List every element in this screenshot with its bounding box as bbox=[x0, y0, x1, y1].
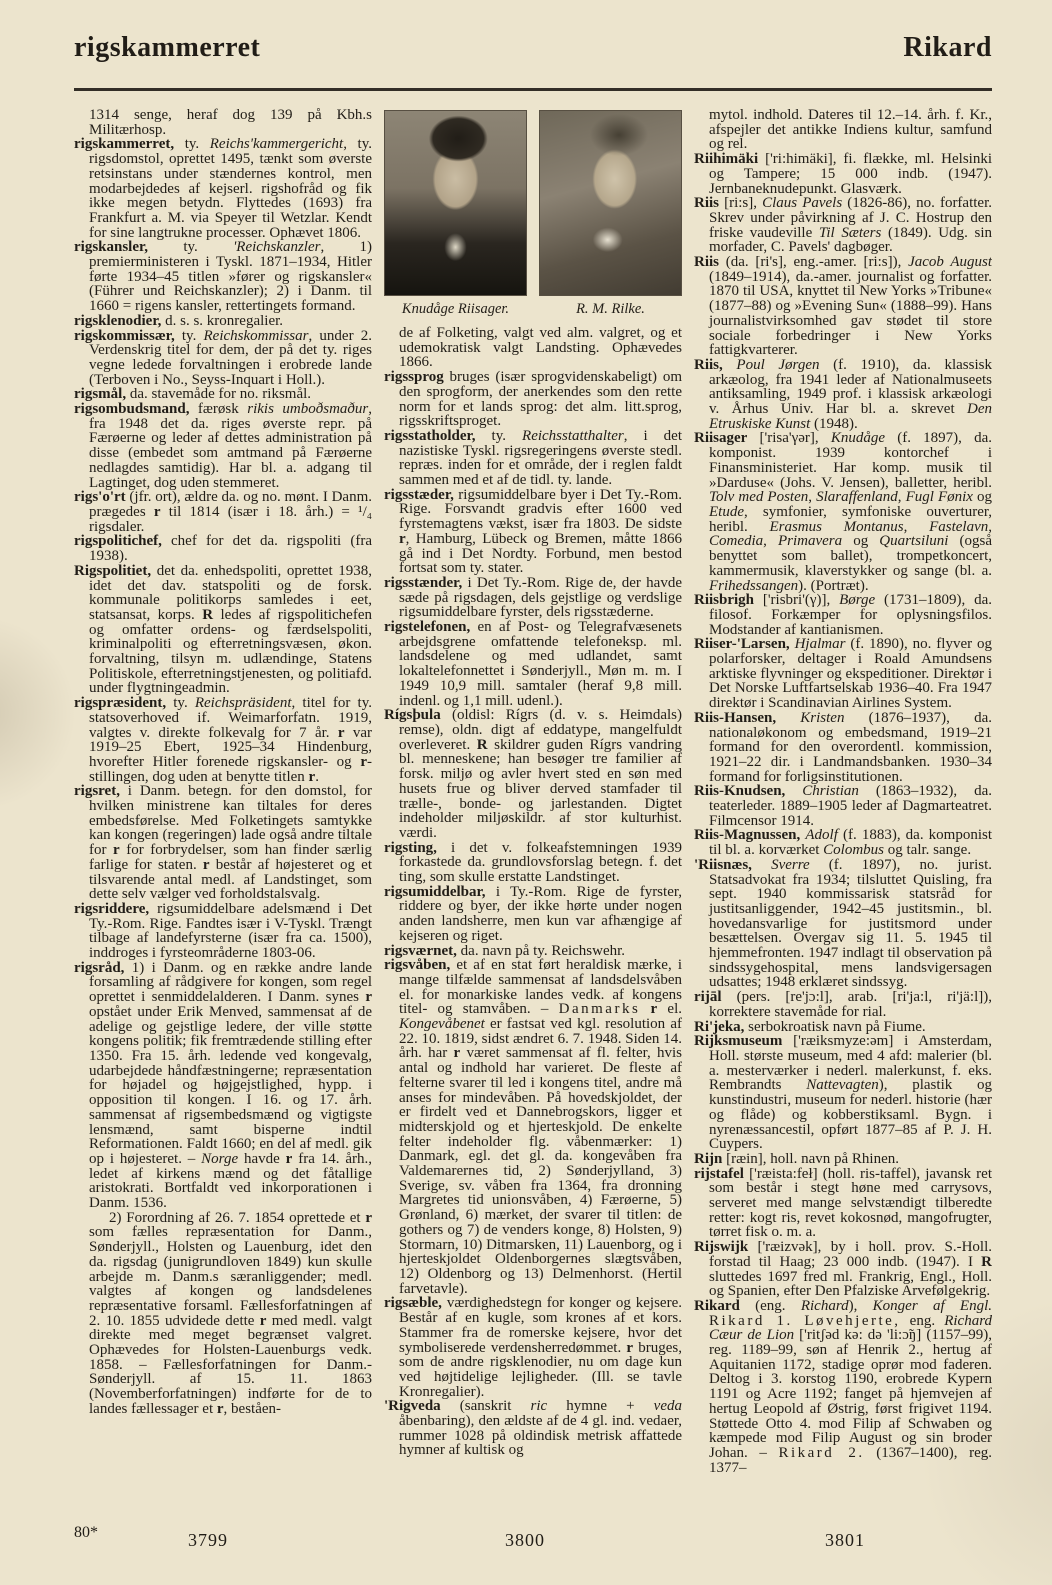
entry-text: for forbrydelser, som han finder særlig farlige for staten. bbox=[89, 842, 372, 873]
entry-text: Fastelavn bbox=[929, 518, 989, 535]
entry-headword: Rijksmuseum bbox=[694, 1033, 783, 1050]
dictionary-entry bbox=[694, 711, 992, 785]
entry-text: bruges (især sprogvidenskabeligt) om den sprogform, der anerkendes som den rette norm for et lands sprog: det alm. litt.sprog, rigsskriftsproget. bbox=[399, 369, 682, 430]
entry-text: færøsk bbox=[189, 401, 248, 418]
entry-headword: Riiser-'Larsen, bbox=[694, 636, 790, 653]
entry-text: , bbox=[897, 489, 906, 506]
dictionary-entry bbox=[384, 708, 682, 840]
entry-text: r bbox=[113, 842, 120, 859]
entry-text: det da. enhedspoliti, oprettet 1938, idet det dav. statspoliti og de forsk. kommunale politikorps samledes i eet, statsansat, korps. bbox=[89, 562, 372, 623]
entry-text bbox=[776, 710, 800, 726]
caption-rilke: R. M. Rilke. bbox=[576, 301, 645, 317]
dictionary-entry bbox=[74, 784, 372, 902]
entry-headword: Rigspolitiet, bbox=[74, 562, 152, 579]
entry-headword: rigsværnet, bbox=[384, 942, 457, 959]
entry-headword: Riis, bbox=[694, 356, 723, 373]
entry-text: (også benyttet som ballet), trompetkoncert, kammermusik, klaverstykker og sange (bl. a. bbox=[709, 533, 992, 579]
entry-text: var 1919–25 Ebert, 1925–34 Hindenburg, hvorefter Hitler forenede rigskansler- og bbox=[89, 724, 373, 770]
entry-text: 1) i Danm. og en række andre lande forsamling af rådgivere for kongen, som regel oprettet i senmiddelalderen. I Danm. synes bbox=[89, 959, 372, 1006]
page-number-3801: 3801 bbox=[825, 1530, 865, 1550]
photo-rm-rilke bbox=[539, 110, 682, 296]
dictionary-entry bbox=[694, 990, 992, 1019]
entry-text: i Det Ty.-Rom. Rige de, der havde sæde på rigsdagen, dels gejstlige og verdslige rigsumiddelbare fyrster, dels rigsstæderne. bbox=[399, 574, 682, 621]
entry-text: , ty. rigsdomstol, oprettet 1495, tænkt som øverste retsinstans under stændernes kontrol, men modarbejdedes af kejserl. rigshofråd og fik ikke megen betydn. Flyttedes (1693) fra Frankfurt a. M. via Speyer til Wetzlar. Kendt for sine langtrukne processer. Ophævet 1806. bbox=[89, 136, 372, 241]
dictionary-entry bbox=[74, 490, 372, 534]
entry-text: ty. bbox=[166, 695, 195, 712]
entry-text: [ræin], holl. navn på Rhinen. bbox=[722, 1150, 899, 1167]
dictionary-entry bbox=[384, 1296, 682, 1399]
entry-text: 2) Forordning af 26. 7. 1854 oprettede et bbox=[109, 1209, 366, 1226]
entry-text: , bbox=[988, 518, 992, 535]
entry-text: (sanskrit bbox=[440, 1398, 531, 1415]
entry-text: r bbox=[365, 989, 372, 1006]
entry-headword: rigsumiddelbar, bbox=[384, 883, 486, 900]
entry-text: sluttedes 1697 fred ml. Frankrig, Engl., Holl. og Spanien, efter Den Pfalziske Arvefølgekrig. bbox=[709, 1268, 992, 1300]
dictionary-entry bbox=[74, 961, 372, 1211]
entry-text: (oldisl: Rígrs (d. v. s. Heimdals) remse), oldn. digt af eddatype, mangelfuldt overleveret. bbox=[399, 707, 682, 753]
dictionary-entry bbox=[384, 488, 682, 576]
entry-text: el. bbox=[657, 1001, 683, 1018]
entry-text: ty. bbox=[475, 427, 523, 444]
entry-text: r bbox=[365, 1209, 372, 1226]
entry-headword: rigs'o'rt bbox=[74, 489, 126, 506]
dictionary-entry bbox=[694, 637, 992, 711]
entry-text: Primavera bbox=[777, 533, 843, 550]
entry-headword: rigskammerret, bbox=[74, 136, 175, 153]
entry-text: r bbox=[308, 768, 316, 785]
entry-headword: 'Riisnæs, bbox=[694, 856, 752, 873]
entry-text: et af en stat ført heraldisk mærke, i mange tilfælde sammensat af landsdelsvåben el. for monarkiske landes vedk. af kongens titel- og stamvåben. – bbox=[399, 957, 682, 1018]
entry-headword: Riis-Knudsen, bbox=[694, 783, 786, 800]
entry-text: (f. 1883), da. komponist til bl. a. korværket bbox=[709, 827, 992, 859]
dictionary-entry bbox=[74, 329, 372, 388]
entry-text: Nattevagten bbox=[806, 1077, 879, 1094]
dictionary-entry bbox=[74, 240, 372, 314]
entry-headword: Riis bbox=[694, 195, 720, 212]
entry-text: 'Reichskanzler bbox=[233, 239, 321, 256]
entry-headword: rigspolitichef, bbox=[74, 533, 162, 550]
dictionary-entry bbox=[384, 958, 682, 1296]
entry-text: bruges, som de andre rigsklenodier, nu om dage kun ved højtidelige lejligheder. (Ill. se tavle Kronregalier). bbox=[399, 1339, 682, 1400]
dictionary-entry bbox=[694, 828, 992, 857]
column-3 bbox=[694, 108, 992, 1520]
running-head bbox=[74, 32, 992, 64]
dictionary-entry bbox=[74, 387, 372, 402]
entry-text: r bbox=[202, 856, 210, 873]
entry-text: Reichspräsident bbox=[194, 695, 292, 712]
entry-text: og bbox=[842, 533, 880, 550]
photo-captions bbox=[384, 301, 682, 317]
dictionary-entry-continuation bbox=[74, 1211, 372, 1417]
entry-headword: Riis-Hansen, bbox=[694, 709, 777, 726]
entry-text: , bbox=[903, 518, 930, 535]
entry-text: ty. bbox=[148, 239, 234, 256]
page-number-3800: 3800 bbox=[505, 1530, 545, 1550]
dictionary-entry bbox=[694, 1034, 992, 1152]
entry-text: Adolf bbox=[805, 827, 838, 844]
entry-text: Christian bbox=[802, 783, 859, 800]
entry-text bbox=[752, 857, 771, 873]
entry-headword: rigsret, bbox=[74, 783, 120, 800]
entry-text: Colombus bbox=[823, 842, 884, 859]
entry-text: r bbox=[259, 1312, 267, 1329]
entry-text: (1876–1937), da. nationaløkonom og embedsmand, 1919–21 formand for den overordentl. kommission, 1921–22 dir. i Landmandsbanken. 1930–34 formand for forligsinstitutionen. bbox=[709, 709, 992, 785]
column-2 bbox=[384, 108, 682, 1520]
entry-text: , symfonier, symfoniske ouverturer, heribl. bbox=[709, 503, 992, 535]
entry-headword: Rikard bbox=[694, 1297, 740, 1314]
dictionary-entry bbox=[384, 1399, 682, 1458]
entry-headword: Riis bbox=[694, 254, 720, 271]
entry-text: Rikard 2. bbox=[778, 1444, 865, 1461]
entry-text: en af Post- og Telegrafvæsenets arbejdsgrene omfattende telefoneksp. ml. landsdelene og med udlandet, samt lokaltelefonnettet i Sønderjyll., Møn m. m. I 1949 10,9 mill. samtaler (heraf 9,8 mill. indenl. og 1,1 mill. udenl.). bbox=[399, 619, 682, 709]
dictionary-entry bbox=[74, 902, 372, 961]
dictionary-entry bbox=[694, 593, 992, 637]
entry-text: Etude bbox=[709, 503, 744, 520]
entry-text: d. s. s. kronregalier. bbox=[161, 312, 284, 329]
entry-text: Den Etruskiske Kunst bbox=[709, 401, 992, 432]
entry-text: som fælles repræsentation for Danm., Sønderjyll., Holsten og Lauenburg, idet den da. rigsdag (junigrundloven 1849) kun skulle arbejde m. Danm.s særanliggender; medl. valgtes af kongen og landsdelenes repræsentative forsaml. Fællesforfatningen af 2. 10. 1855 udvidede dette bbox=[89, 1224, 372, 1329]
entry-text: Reichskommissar bbox=[203, 327, 309, 344]
entry-text: (f. 1897), no. jurist. Statsadvokat fra 1934; tilsluttet Quisling, fra sept. 1940 kommissarisk statsråd for justitsanliggender, 1942–45 justitsmin., bl. hovedansvarlige for justitsmord under besættelsen. Overgav sig 11. 5. 1945 til hjemmefronten. 1947 indlagt til observation på sindssygehospital, mens landsvigersagen udsattes; 1948 erklæret sindssyg. bbox=[709, 856, 992, 991]
dictionary-entry bbox=[74, 696, 372, 784]
entry-text: Norge bbox=[201, 1150, 239, 1167]
entry-text bbox=[640, 1001, 650, 1017]
entry-headword: Riisbrigh bbox=[694, 592, 755, 609]
entry-text: , titel for ty. statsoverhoved if. Weimarforfatn. 1919, valgtes v. direkte folkevalg for 7 år. bbox=[89, 695, 372, 741]
entry-headword: rigstelefonen, bbox=[384, 619, 471, 636]
entry-text bbox=[723, 357, 737, 373]
entry-text: Quartsiluni bbox=[879, 533, 949, 550]
entry-text: Richard bbox=[800, 1297, 849, 1314]
dictionary-entry bbox=[694, 858, 992, 990]
dictionary-entry bbox=[384, 944, 682, 959]
entry-text: Frihedssangen bbox=[709, 577, 799, 594]
entry-headword: rigsmål, bbox=[74, 386, 127, 403]
entry-text: r bbox=[399, 530, 406, 547]
dictionary-entry-continuation bbox=[384, 326, 682, 370]
entry-text: består af højesteret og et tilsvarende antal medl. af Landstinget, som dette selv vælger ved forholdstalsvalg. bbox=[89, 856, 372, 903]
entry-headword: rigsråd, bbox=[74, 959, 125, 976]
dictionary-entry-continuation bbox=[74, 108, 372, 137]
entry-text: 1314 senge, heraf dog 139 på Kbh.s Militærhosp. bbox=[89, 108, 372, 138]
entry-text: eng. bbox=[900, 1312, 945, 1329]
entry-text: (eng. bbox=[739, 1297, 801, 1314]
entry-headword: rigsklenodier, bbox=[74, 312, 162, 329]
entry-text: , i det nazistiske Tyskl. rigsregeringens øverste stedl. repræs. inden for et område, der i reglen faldt sammen med et af de tidl. ty. lande. bbox=[399, 427, 682, 489]
dictionary-entry bbox=[74, 137, 372, 240]
entry-headword: rijāl bbox=[694, 989, 722, 1006]
entry-text: r bbox=[285, 1150, 293, 1167]
entry-text: havde bbox=[238, 1150, 286, 1167]
edition-mark: 80* bbox=[74, 1524, 98, 1541]
entry-text: ledes af rigspolitichefen og omfatter ordens- og færdselspoliti, kriminalpoliti og efterretningsvæsen, økon. forvaltning, tilsyn m. udlændinge, Statens Politiskole, efterretningstjenesten, og politiafd. under flygtningeadmin. bbox=[89, 606, 372, 697]
entry-text: r bbox=[153, 503, 161, 520]
entry-text: Hjalmar bbox=[794, 636, 846, 653]
entry-text: og talr. sange. bbox=[884, 842, 972, 859]
dictionary-entry bbox=[384, 370, 682, 429]
entry-text: , bbox=[763, 533, 778, 550]
entry-text: opstået under Erik Menved, sammensat af de adelige og gejstlige ledere, der ville støtte kongens politik; fik fremtrædende stilling efter 1350. Fra 15. årh. ledende ved kongevalg, udarbejdede håndfæstningerne; repræsentation for højadel og højgejstlighed, hypp. i opposition til kongen. I 16. og 17. årh. sammensat af rigsembedsmænd og vigtigste lensmænd, samt bisperne indtil Reformationen. Faldt 1660; en del af medl. gik op i højesteret. – bbox=[89, 1003, 372, 1167]
dictionary-entry bbox=[384, 841, 682, 885]
entry-text: (1731–1809), da. filosof. Forkæmper for oplysningsfilos. Modstander af kantianismen. bbox=[709, 592, 992, 638]
entry-text: (pers. [re'jɔ:l], arab. [ri'ja:l, ri'jä:l]), korrektere stavemåde for rial. bbox=[709, 989, 992, 1020]
entry-text: Richard Cæur de Lion bbox=[709, 1312, 992, 1344]
entry-text: Claus Pavels bbox=[762, 195, 843, 212]
entry-text: Til Sæters bbox=[818, 224, 882, 241]
entry-text: ty. bbox=[174, 327, 204, 344]
entry-text: (jfr. ort), ældre da. og no. mønt. I Danm. prægedes bbox=[89, 489, 372, 520]
photo-knudage-riisager bbox=[384, 110, 527, 296]
entry-text: Tolv med Posten bbox=[709, 489, 809, 506]
entry-text: (f. 1910), da. klassisk arkæolog, fra 1941 leder af Nationalmuseets antiksamling, 1949 prof. i klassisk arkæologi v. Århus Univ. Har bl. a. skrevet bbox=[709, 356, 992, 418]
entry-text: da. stavemåde for no. riksmål. bbox=[126, 386, 312, 403]
entry-text: de af Folketing, valgt ved alm. valgret, og et udemokratisk valgt Landsting. Ophævedes 1866. bbox=[399, 325, 682, 371]
entry-text: ['ritʃəd kə: də 'li:ɔ̃ŋ] (1157–99), reg. 1189–99, søn af Henrik 2., hertug af Aquitanien 1172, stadige oprør mod faderen. Deltog i 3. korstog 1190, erobrede Kypern 1191 og Acre 1192; fanget på hjemvejen af hertug Leopold af Østrig, først frigivet 1194. Støttede Otto 4. mod Filip af Schwaben og kæmpede mod Filip August og sin broder Johan. – bbox=[709, 1327, 992, 1461]
entry-text: (f. 1897), da. komponist. 1939 kontorchef i Finansministeriet. Har komp. musik til »Darduse« (Johs. V. Jensen), balletter, heribl. bbox=[709, 430, 992, 491]
entry-text: R bbox=[202, 606, 214, 623]
entry-text: r bbox=[626, 1339, 634, 1356]
entry-headword: rigssprog bbox=[384, 369, 444, 386]
entry-text bbox=[785, 783, 802, 799]
entry-text: Børge bbox=[839, 592, 876, 609]
entry-headword: rigsæble, bbox=[384, 1295, 442, 1312]
dictionary-entry bbox=[694, 1299, 992, 1475]
entry-text: r bbox=[453, 1045, 461, 1062]
entry-text: , Hamburg, Lübeck og Bremen, måtte 1866 gå ind i Det Nordty. Forbund, men bestod fortsat som ty. stater. bbox=[399, 530, 682, 577]
entry-text: (1826-86), no. forfatter. Skrev under påvirkning af J. C. Hostrup den friske vaudeville bbox=[709, 195, 992, 241]
entry-text: da. navn på ty. Reichswehr. bbox=[456, 942, 626, 959]
entry-text: Reichs'kammergericht bbox=[209, 136, 344, 153]
entry-text: og bbox=[972, 489, 992, 506]
dictionary-entry bbox=[384, 885, 682, 944]
entry-text: , bbox=[808, 489, 817, 506]
entry-text: rigsumiddelbare byer i Det Ty.-Rom. Rige. Forsvandt gradvis efter 1600 ved fyrstemagtens vækst, især fra 1803. De sidste bbox=[399, 486, 682, 533]
entry-text: ['risbri'(γ)], bbox=[754, 592, 840, 609]
entry-text: Kongevåbenet bbox=[399, 1016, 485, 1033]
entry-text: ty. bbox=[174, 136, 210, 153]
entry-text: Erasmus Montanus bbox=[769, 518, 904, 535]
entry-text: ), plastik og kunstindustri, museum for nederl. historie (hær og flåde) og kobberstiksaml. Bygn. i nyrenæssancestil, opført 1877–85 af P. J. H. Cuypers. bbox=[709, 1077, 992, 1153]
entry-text: , fra 1948 det da. riges øverste repr. på Færøerne og leder af dettes administration på disse (embedet som amtmand på Færøerne nedlagdes samtidig). Har bl. a. adgang til Lagtinget, dog uden stemmeret. bbox=[89, 401, 372, 491]
entry-text: . bbox=[315, 768, 319, 785]
entry-text: R bbox=[476, 736, 488, 753]
column-1 bbox=[74, 108, 372, 1520]
entry-text: [ri:s], bbox=[719, 195, 763, 212]
entry-text: Sverre bbox=[771, 856, 810, 873]
entry-text: serbokroatisk navn på Fiume. bbox=[744, 1018, 926, 1035]
portrait-figure bbox=[384, 110, 682, 317]
entry-text: skildrer guden Rígrs vandring bl. menneskene; han besøger tre familier af forsk. miljø og avler hvert sted en søn med husets frue og bliver derved stamfader til trælle-, bonde- og jarlestanden. Digtet indeholder miljøskildr. af stor kulturhist. værdi. bbox=[399, 736, 682, 841]
entry-headword: Riihimäki bbox=[694, 151, 759, 168]
entry-text: (da. [ri's], eng.-amer. [ri:s]), bbox=[719, 254, 909, 271]
entry-headword: Rijswijk bbox=[694, 1239, 749, 1256]
dictionary-entry bbox=[74, 314, 372, 329]
dictionary-entry bbox=[694, 431, 992, 593]
entry-headword: rigspræsident, bbox=[74, 695, 167, 712]
entry-text: i Danm. betegn. for den domstol, for hvilken ministrene kan tiltales for deres embedsførelse. Med Folketingets samtykke kan kongen (regeringen) lade også andre tiltale for bbox=[89, 783, 372, 859]
dictionary-entry bbox=[384, 429, 682, 488]
dictionary-entry bbox=[384, 576, 682, 620]
entry-headword: rigsstæder, bbox=[384, 486, 454, 503]
entry-text: Fugl Fønix bbox=[905, 489, 973, 506]
entry-headword: Riisager bbox=[694, 430, 748, 447]
entry-text: ['ræiksmyze:əm] i Amsterdam, Holl. største museum, med 4 afd: malerier (bl. a. mesterværker i nederl. malerkunst, f. eks. Rembrandts bbox=[709, 1033, 992, 1094]
entry-text: Knudåge bbox=[830, 430, 885, 447]
entry-text: rigsumiddelbare adelsmænd i Det Ty.-Rom. Rige. Fandtes især i V-Tyskl. Trængt tilbage af landefyrsterne (især fra ca. 1500), inddroges i fyrsteområderne 1803-06. bbox=[89, 900, 372, 962]
entry-text: Kristen bbox=[800, 709, 845, 726]
dictionary-entry-continuation bbox=[694, 108, 992, 152]
entry-text: -stillingen, dog uden at benytte titlen bbox=[89, 753, 372, 785]
entry-text: Slaraffenland bbox=[816, 489, 898, 506]
dictionary-entry bbox=[694, 255, 992, 358]
entry-headword: Ri'jeka, bbox=[694, 1018, 745, 1035]
entry-headword: rigskommissær, bbox=[74, 327, 175, 344]
entry-headword: rijstafel bbox=[694, 1165, 744, 1182]
entry-text: R bbox=[981, 1253, 992, 1270]
entry-text: Poul Jørgen bbox=[736, 356, 820, 373]
dictionary-entry bbox=[694, 358, 992, 432]
entry-text: chef for det da. rigspoliti (fra 1938). bbox=[89, 533, 372, 565]
text-columns bbox=[74, 108, 992, 1520]
entry-text: r bbox=[216, 1400, 224, 1417]
entry-text: (1849–1914), da.-amer. journalist og forfatter. 1870 til USA, knyttet til New Yorks »Tribune« (1877–88) og »Evening Sun« (1888–99). Hans journalistvirksomhed gav stødet til store sociale forbedringer i New Yorks fattigkvarterer. bbox=[709, 268, 992, 359]
header-keyword-right: Rikard bbox=[903, 32, 992, 63]
page-number-3799: 3799 bbox=[188, 1530, 228, 1550]
entry-text: værdighedstegn for konger og kejsere. Består af en kugle, som krones af et kors. Stammer fra de romerske kejsere, hvor det symboliserede verdensherredømmet. bbox=[399, 1295, 682, 1356]
entry-text: mytol. indhold. Dateres til 12.–14. årh. f. Kr., afspejler det antikke Indiens kultur, samfund og rel. bbox=[709, 108, 992, 153]
entry-text: ), bbox=[848, 1297, 873, 1314]
entry-text: (1849). Udg. sin morfader, C. Pavels' dagbøger. bbox=[709, 224, 992, 256]
entry-text: er fastsat ved kgl. resolution af 22. 10. 1819, sidst ændret 6. 7. 1948. Siden 14. årh. har bbox=[399, 1016, 682, 1062]
entry-text: med medl. valgt direkte med meget begrænset valgret. Ophævedes for Holsten-Lauenburgs vedk. 1858. – Fællesforfatningen for Danm.-Sønderjyll. af 15. 11. 1863 (Novemberforfatningen) indførte for de to landes fællessager et bbox=[89, 1312, 372, 1417]
dictionary-entry bbox=[74, 534, 372, 563]
entry-text: (1948). bbox=[810, 415, 858, 432]
entry-text: ). (Portræt). bbox=[798, 577, 869, 594]
entry-text: ['ri:himäki], fi. flække, ml. Helsinki og Tampere; 15 000 indb. (1947). Jernbaneknudepunkt. Glasværk. bbox=[709, 151, 992, 197]
dictionary-entry bbox=[694, 152, 992, 196]
dictionary-entry bbox=[694, 1152, 992, 1167]
dictionary-entry bbox=[694, 1020, 992, 1035]
entry-text: Rikard 1. Løvehjerte, bbox=[709, 1312, 901, 1329]
dictionary-entry bbox=[694, 1240, 992, 1299]
dictionary-entry bbox=[384, 620, 682, 708]
entry-text: i det v. folkeafstemningen 1939 forkastede da. grundlovsforslag betegn. f. det ting, som skulle erstatte Landstinget. bbox=[399, 839, 682, 886]
entry-text: (f. 1890), no. flyver og polarforsker, deltager i Roald Amundsens arktiske flyvninger og ekspeditioner. Direktør i Det Norske Luftfartselskab 1936–40. Fra 1947 direktør i Scandinavian Airlines System. bbox=[709, 636, 992, 712]
entry-text: i Ty.-Rom. Rige de fyrster, riddere og byer, der ikke hørte under nogen anden landsherre, men kun var afhængige af kejseren og riget. bbox=[399, 883, 682, 944]
entry-text: (1863–1932), da. teaterleder. 1889–1905 leder af Dagmarteatret. Filmcensor 1914. bbox=[709, 783, 992, 829]
entry-text: åbenbaring), den ældste af de 4 gl. ind. vedaer, rummer 1028 på oldindisk metrisk affattede hymner af kultisk og bbox=[399, 1413, 682, 1459]
entry-headword: rigsting, bbox=[384, 839, 437, 856]
entry-text: r bbox=[650, 1001, 658, 1018]
entry-headword: rigsombudsmand, bbox=[74, 401, 190, 418]
entry-text: , 1) premierministeren i Tyskl. 1871–1934, Hitler førte 1934–45 titlen »fører og rigskansler« (Führer und Reichskanzler); 2) i Danm. til 1660 = rigens kansler, rettertingets formand. bbox=[89, 239, 372, 315]
caption-riisager: Knudåge Riisager. bbox=[401, 301, 510, 317]
dictionary-entry bbox=[74, 564, 372, 696]
entry-headword: Rígsþula bbox=[384, 707, 441, 724]
entry-text: , under 2. Verdenskrig titel for dem, der på det ty. riges vegne ledede forvaltningen i erobrede lande (Terboven i No., Seyss-Inquart i Holl.). bbox=[89, 327, 372, 388]
entry-text: Comedia bbox=[709, 533, 764, 550]
dictionary-entry bbox=[694, 784, 992, 828]
dictionary-entry bbox=[694, 196, 992, 255]
entry-text: , beståen- bbox=[223, 1400, 282, 1417]
entry-text: ['risa'γər], bbox=[747, 430, 831, 447]
entry-text: Jacob August bbox=[908, 254, 992, 271]
entry-headword: Rijn bbox=[694, 1150, 723, 1167]
entry-text: veda bbox=[653, 1398, 682, 1415]
entry-text: r bbox=[360, 753, 367, 770]
dictionary-entry bbox=[694, 1167, 992, 1241]
dictionary-entry bbox=[74, 402, 372, 490]
entry-headword: rigsvåben, bbox=[384, 957, 451, 974]
entry-text: Reichsstatthalter bbox=[522, 427, 624, 444]
entry-text: været sammensat af fl. felter, hvis antal og indhold har varieret. De fleste af felterne svarer til led i kongens titel, andre må anses for mindevåben. På hovedskjoldet, der er firdelt ved et Dannebrogskors, ligger et midterskjold og et hjerteskjold. De enkelte felter indeholder flg. våbenmærker: 1) Danmark, egl. det gl. da. kongevåben fra Valdemarernes tid, 2) Sønderjylland, 3) Sverige, sv. våben fra 1364, fra dronning Margretes tid unionsvåben, 4) Færøerne, 5) Grønland, 6) mærket, der svarer til titlen: de gothers og 7) de venders konge, 8) Holsten, 9) Stormarn, 10) Ditmarsken, 11) Lauenborg, og i hjerteskjoldet Oldenborgernes slægtsvåben, 12) Oldenborg og 13) Delmenhorst. (Hertil farvetavle). bbox=[399, 1045, 682, 1297]
entry-text: til 1814 (især i 18. årh.) = ¹/₄ rigsdaler. bbox=[89, 503, 373, 535]
photo-row bbox=[384, 110, 682, 296]
header-rule bbox=[74, 88, 992, 91]
entry-text: r bbox=[337, 724, 345, 741]
entry-text: hymne + bbox=[547, 1398, 654, 1415]
entry-text: Danmarks bbox=[558, 1001, 641, 1018]
entry-headword: rigsstatholder, bbox=[384, 427, 476, 444]
entry-headword: rigsriddere, bbox=[74, 900, 150, 917]
entry-text: rikis umboðsmaður bbox=[247, 401, 369, 418]
entry-text: Konger af Engl. bbox=[872, 1297, 992, 1314]
entry-text: ric bbox=[530, 1398, 548, 1415]
entry-headword: rigsstænder, bbox=[384, 574, 463, 591]
entry-text: ['ræista:feł] (holl. ris-taffel), javansk ret som består i stegt høne med carrysovs, serveret med mange selvstændigt tilberedte retter: kogt ris, revet kokosnød, mangofrugter, tørret fisk o. m. a. bbox=[709, 1165, 992, 1241]
entry-headword: 'Rigveda bbox=[384, 1398, 441, 1415]
entry-headword: rigskansler, bbox=[74, 239, 149, 256]
entry-text: ['ræizvək], by i holl. prov. S.-Holl. forstad til Haag; 23 000 indb. (1947). I bbox=[709, 1239, 992, 1270]
entry-headword: Riis-Magnussen, bbox=[694, 827, 801, 844]
entry-text: (1367–1400), reg. 1377– bbox=[709, 1444, 992, 1476]
header-keyword-left: rigskammerret bbox=[74, 32, 261, 63]
entry-text: fra 14. årh., ledet af kirkens mænd og det fåtallige aristokrati. Bortfaldt ved inkorporationen i Danm. 1536. bbox=[89, 1150, 372, 1212]
